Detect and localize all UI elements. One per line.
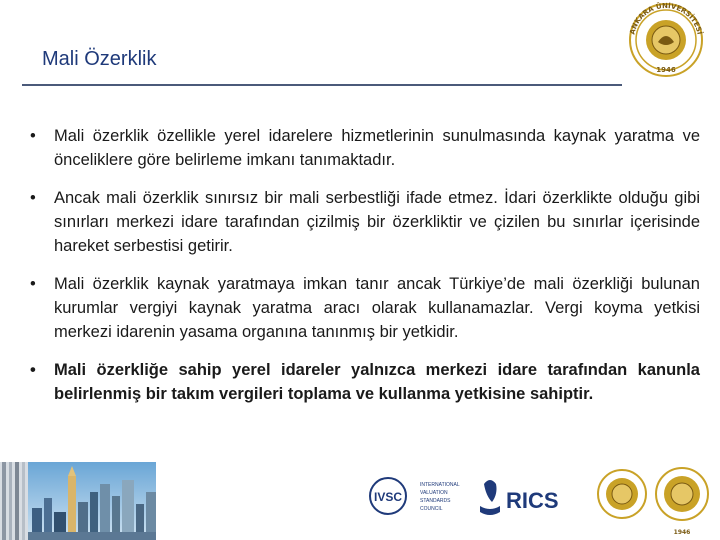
slide-title: Mali Özerklik [42,48,157,70]
bullet-item [30,124,700,172]
rics-logo-text: RICS [506,488,559,513]
ivsc-sub-line: VALUATION [420,490,448,496]
rics-logo-icon [480,480,559,515]
partner-logos [360,462,720,540]
seal-year-small: 1946 [673,529,691,536]
seal-year: 1946 [656,66,676,74]
bullet-marker: • [30,189,36,207]
ivsc-sub-line: INTERNATIONAL [420,482,460,488]
bullet-text: Ancak mali özerklik sınırsız bir mali serbestliği ifade etmez. İdari özerklikte olduğu gibi sınırları merkezi idare tarafından çizilmiş bir özerkliktir ve çizilen bu sınırlar içerisinde hareket serbestisi getirir. [54,189,700,255]
ivsc-logo-text: IVSC [373,490,403,504]
bullet-list [30,124,700,420]
ankara-university-seal-icon [622,2,710,78]
bullet-item [30,358,700,406]
ankara-university-seal-small-icon [656,468,708,536]
ivsc-sub-line: STANDARDS [420,498,451,504]
bullet-marker: • [30,361,36,379]
ivsc-sub-line: COUNCIL [420,506,443,512]
bullet-text: Mali özerklik özellikle yerel idarelere hizmetlerinin sunulmasında kaynak yaratma ve önceliklere göre belirleme imkanı tanımaktadır. [54,127,700,169]
bullet-item [30,272,700,344]
bullet-text: Mali özerklik kaynak yaratmaya imkan tanır ancak Türkiye’de mali özerkliği bulunan kurumlar vergiyi kaynak yaratma aracı olarak kullanamazlar. Vergi koyma yetkisi merkezi idarenin yasama organına tanınmış bir yetkidir. [54,275,700,341]
bullet-text: Mali özerkliğe sahip yerel idareler yalnızca merkezi idare tarafından kanunla belirlenmiş bir takım vergileri toplama ve kullanma yetkisine sahiptir. [54,361,700,403]
decorative-stripes [0,462,28,540]
bullet-marker: • [30,127,36,145]
ivsc-logo-icon [370,478,460,514]
bullet-marker: • [30,275,36,293]
title-divider [22,84,622,86]
seal-top-text: ANKARA ÜNİVERSİTESİ [628,2,704,36]
ankara-seal-small-icon [598,470,646,518]
bullet-item [30,186,700,258]
city-skyline-image [28,462,156,540]
